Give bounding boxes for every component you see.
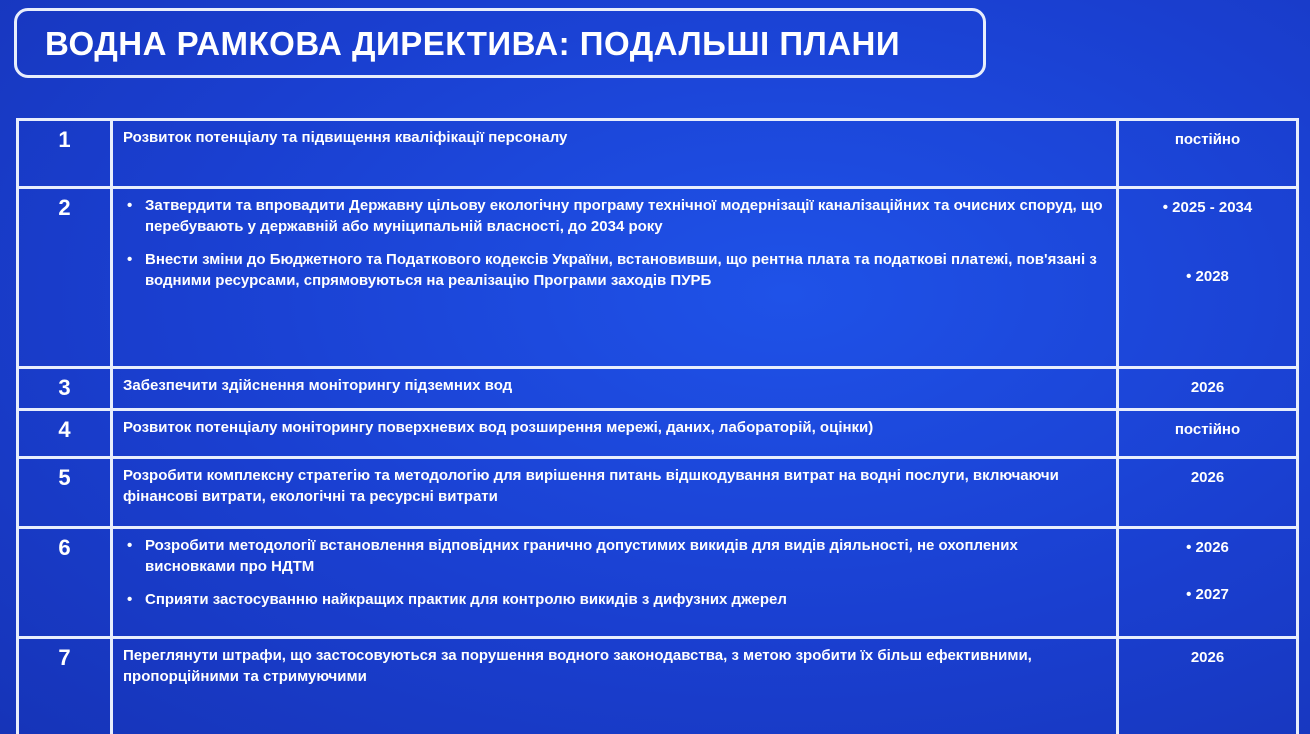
row-action xyxy=(112,120,1118,188)
row-number: 4 xyxy=(18,410,112,458)
row-term xyxy=(1118,528,1298,638)
term-bullet-item: • 2027 xyxy=(1120,586,1295,603)
term-text: постійно xyxy=(1174,131,1241,148)
row-term xyxy=(1118,120,1298,188)
action-text: Розробити комплексну стратегію та методологію для вирішення питань відшкодування витрат на водні послуги, включаючи фінансові витрати, екологічні та ресурсні витрати xyxy=(123,467,1059,505)
term-bullet-item: • 2025 - 2034 xyxy=(1120,199,1295,216)
table-row xyxy=(18,528,1298,638)
term-bullet-list xyxy=(1120,199,1295,285)
row-action xyxy=(112,410,1118,458)
table-row xyxy=(18,458,1298,528)
row-term xyxy=(1118,410,1298,458)
row-number: 1 xyxy=(18,120,112,188)
action-text: Забезпечити здійснення моніторингу підземних вод xyxy=(123,377,513,394)
row-number: 5 xyxy=(18,458,112,528)
title-frame xyxy=(14,8,986,78)
action-bullet-item: • Розробити методології встановлення відповідних гранично допустимих викидів для видів діяльності, не охоплених висновками про НДТМ xyxy=(145,535,1106,577)
table-row xyxy=(18,410,1298,458)
term-bullet-list xyxy=(1120,539,1295,603)
slide-title: ВОДНА РАМКОВА ДИРЕКТИВА: ПОДАЛЬШІ ПЛАНИ xyxy=(45,25,901,62)
action-bullet-item: • Сприяти застосуванню найкращих практик для контролю викидів з дифузних джерел xyxy=(145,589,1106,610)
row-action xyxy=(112,638,1118,734)
row-term xyxy=(1118,638,1298,734)
action-text: Розвиток потенціалу та підвищення кваліфікації персоналу xyxy=(123,129,568,146)
plans-table xyxy=(16,118,1299,734)
row-term xyxy=(1118,188,1298,368)
term-text: 2026 xyxy=(1190,649,1225,666)
row-term xyxy=(1118,458,1298,528)
row-number: 6 xyxy=(18,528,112,638)
term-text: 2026 xyxy=(1190,379,1225,396)
term-text: 2026 xyxy=(1190,469,1225,486)
action-bullet-item: • Затвердити та впровадити Державну цільову екологічну програму технічної модернізації каналізаційних та очисних споруд, що перебувають у державній або муніципальній власності, до 2034 року xyxy=(145,195,1106,237)
row-number: 2 xyxy=(18,188,112,368)
term-bullet-item: • 2026 xyxy=(1120,539,1295,556)
term-text: постійно xyxy=(1174,421,1241,438)
row-action xyxy=(112,188,1118,368)
row-term xyxy=(1118,368,1298,410)
term-bullet-item: • 2028 xyxy=(1120,268,1295,285)
table-row xyxy=(18,368,1298,410)
row-action xyxy=(112,528,1118,638)
action-bullet-item: • Внести зміни до Бюджетного та Податкового кодексів України, встановивши, що рентна плата та податкові платежі, пов'язані з водними ресурсами, спрямовуються на реалізацію Програми заходів ПУРБ xyxy=(145,249,1106,291)
row-number: 7 xyxy=(18,638,112,734)
row-action xyxy=(112,458,1118,528)
action-text: Розвиток потенціалу моніторингу поверхневих вод розширення мережі, даних, лабораторій, оцінки) xyxy=(123,419,874,436)
row-number: 3 xyxy=(18,368,112,410)
table-row xyxy=(18,120,1298,188)
action-bullet-list xyxy=(123,535,1106,610)
row-action xyxy=(112,368,1118,410)
table-row xyxy=(18,188,1298,368)
table-row xyxy=(18,638,1298,734)
action-text: Переглянути штрафи, що застосовуються за порушення водного законодавства, з метою зробити їх більш ефективними, пропорційними та стримуючими xyxy=(123,647,1032,685)
action-bullet-list xyxy=(123,195,1106,291)
